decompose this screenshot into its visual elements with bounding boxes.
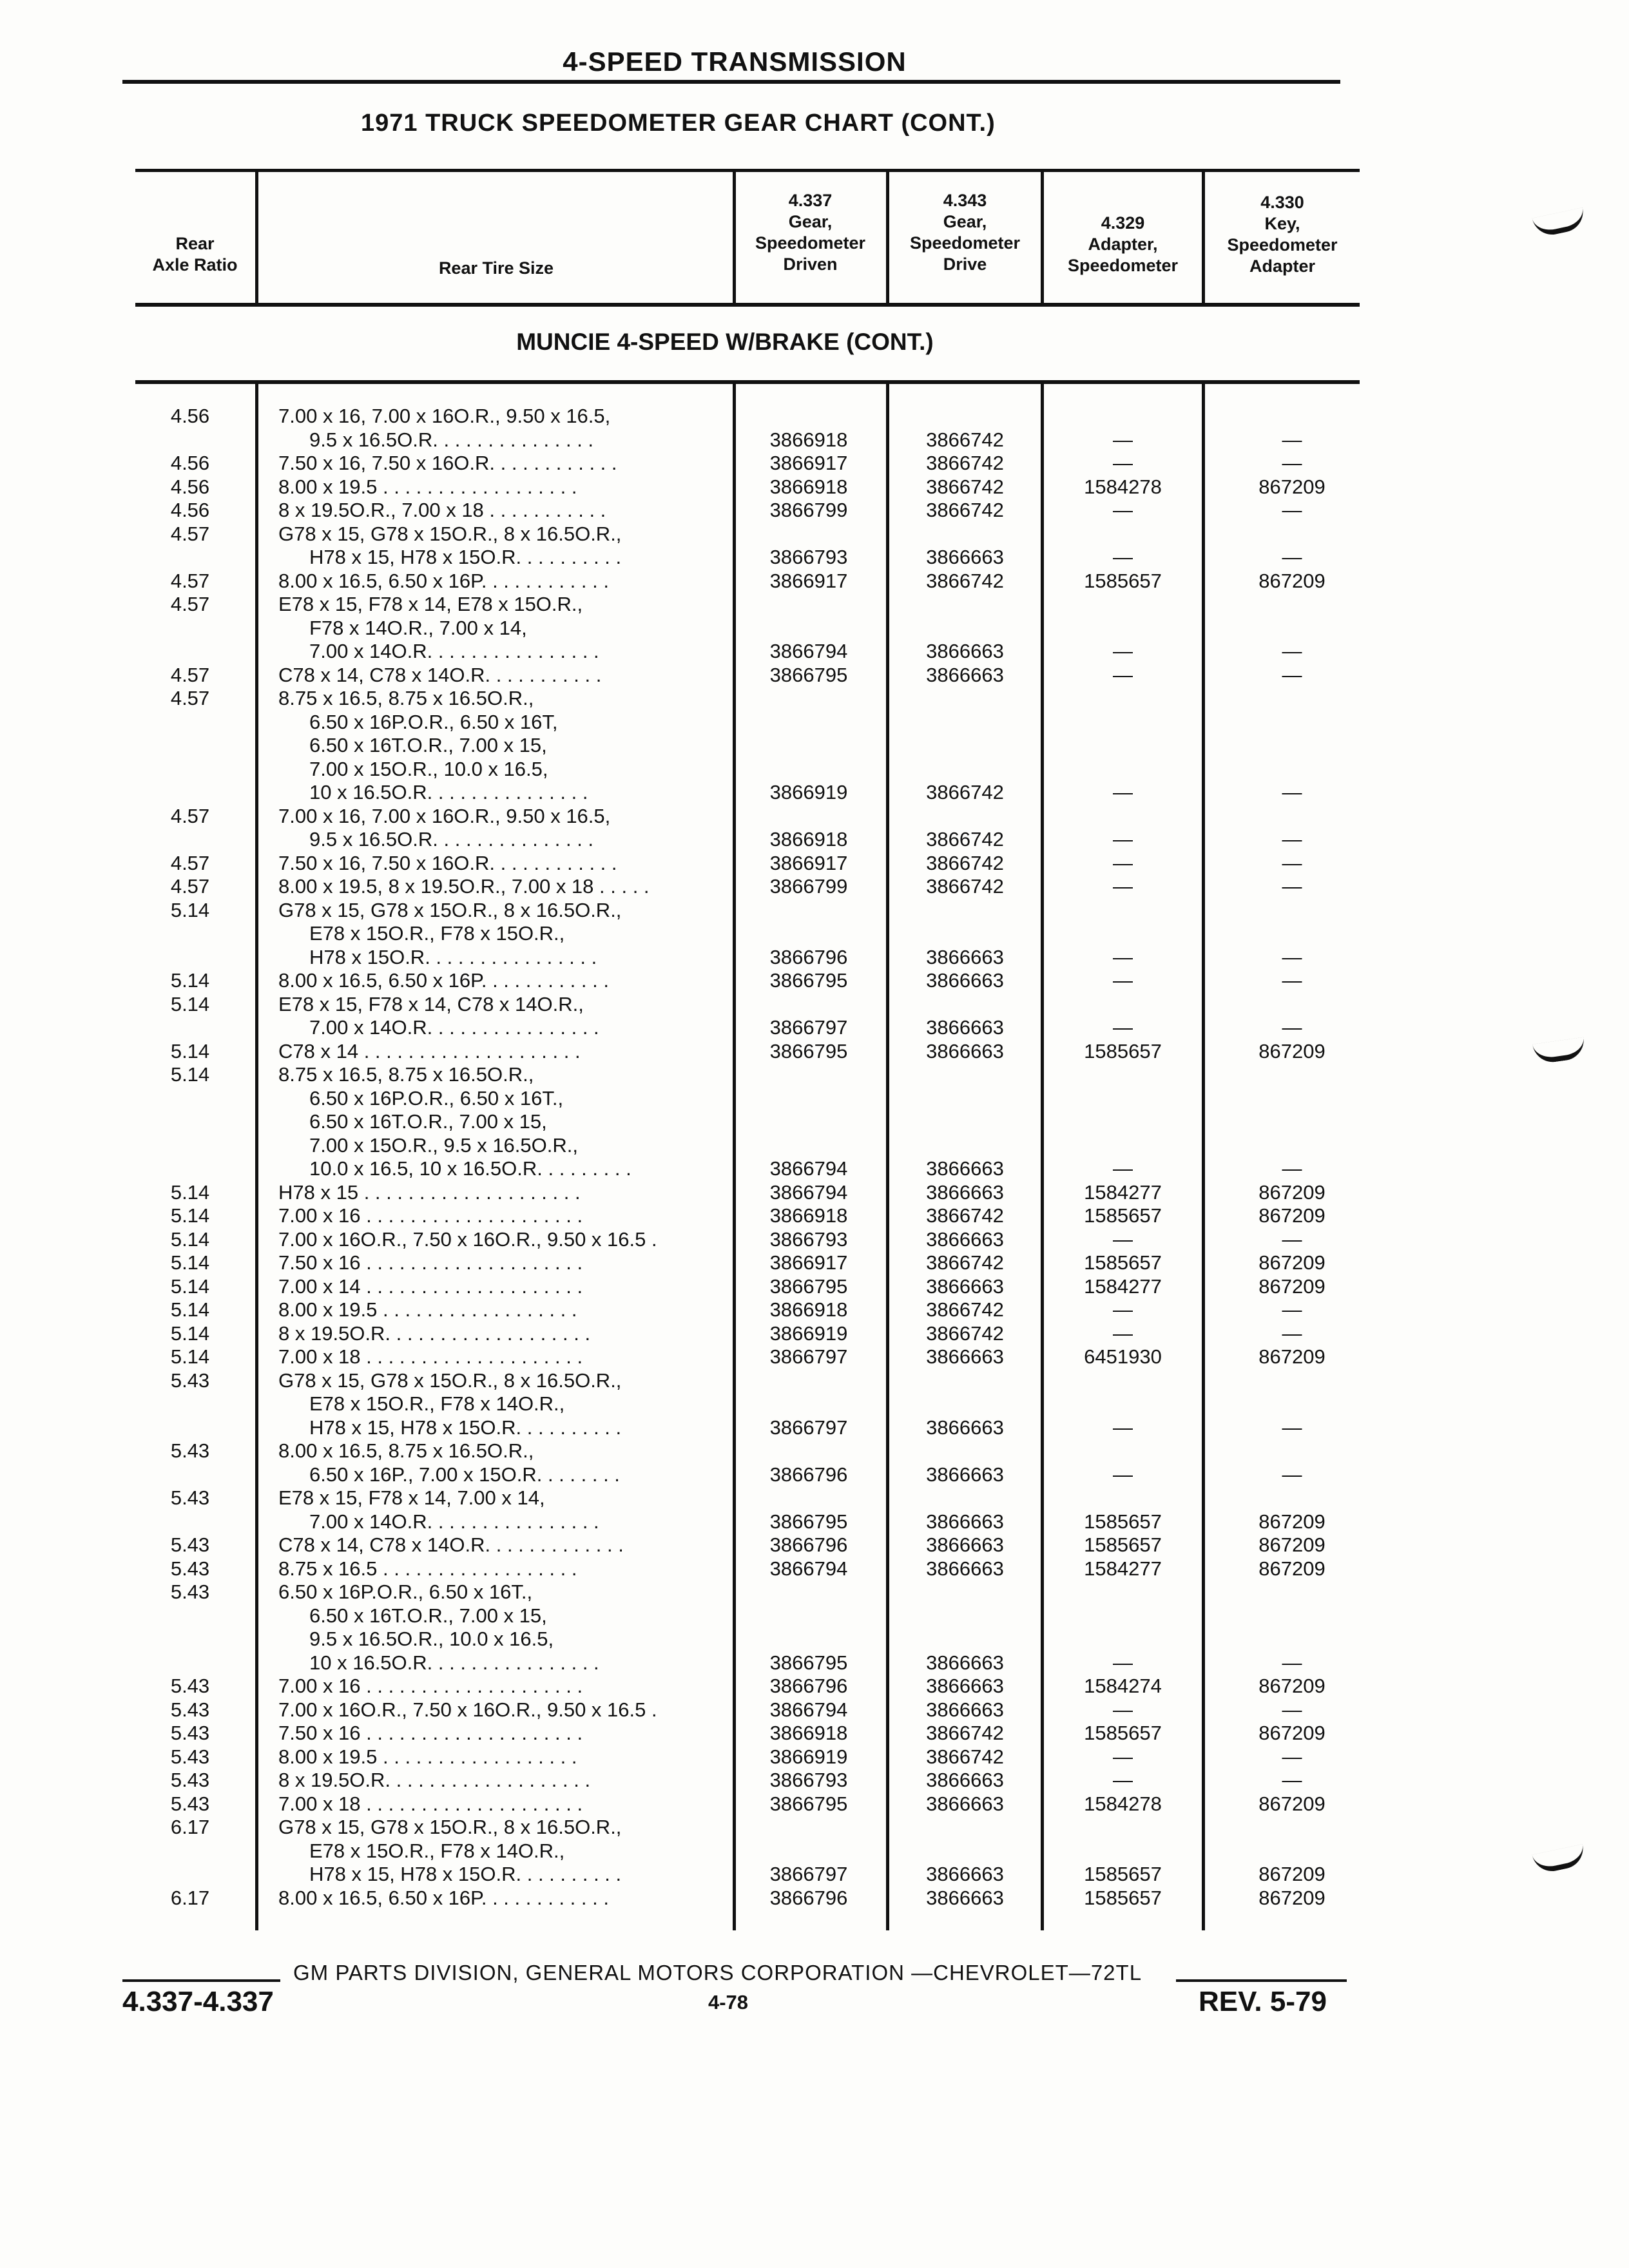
tire-size-line: 10 x 16.5O.R. . . . . . . . . . . . . . . . [309,1651,599,1674]
axle-ratio-cell: 5.14 [170,1321,210,1345]
adapter-cell: — [1113,1416,1133,1439]
tire-size-line: 7.50 x 16 . . . . . . . . . . . . . . . . . . . . [278,1722,583,1744]
tire-size-line: 9.5 x 16.5O.R. . . . . . . . . . . . . . . [309,428,594,451]
drive-gear-cell: 3866742 [926,569,1004,592]
axle-ratio-cell: 5.43 [170,1698,210,1721]
tire-size-line: 8 x 19.5O.R., 7.00 x 18 . . . . . . . . . . . [278,499,606,521]
adapter-cell: — [1113,945,1133,968]
key-adapter-cell: — [1282,1651,1302,1674]
driven-gear-cell: 3866793 [769,1227,848,1251]
tire-size-line: 7.00 x 16O.R., 7.50 x 16O.R., 9.50 x 16.5 . [278,1698,657,1721]
driven-gear-cell: 3866796 [769,945,848,968]
tire-size-line: 8.00 x 16.5, 8.75 x 16.5O.R., [278,1439,534,1462]
driven-gear-cell: 3866918 [769,475,848,498]
axle-ratio-cell: 5.43 [170,1581,210,1603]
tire-size-line: 8.75 x 16.5 . . . . . . . . . . . . . . . . . . [278,1557,577,1580]
key-adapter-cell: — [1282,1321,1302,1345]
adapter-cell: 1584278 [1084,1792,1162,1815]
tire-size-line: H78 x 15 . . . . . . . . . . . . . . . . . . . . [278,1180,581,1204]
tire-size-line: 7.00 x 16 . . . . . . . . . . . . . . . . . . . . [278,1675,583,1697]
tire-size-line: G78 x 15, G78 x 15O.R., 8 x 16.5O.R., [278,522,622,545]
axle-ratio-cell: 4.56 [170,405,210,427]
tire-size-line: 6.50 x 16P.O.R., 6.50 x 16T, [309,710,558,733]
header-gear-drive: 4.343 Gear, Speedometer Drive [909,191,1021,274]
driven-gear-cell: 3866919 [769,1745,848,1768]
key-adapter-cell: 867209 [1258,1180,1325,1204]
driven-gear-cell: 3866793 [769,546,848,568]
key-adapter-cell: — [1282,1016,1302,1039]
axle-ratio-cell: 4.57 [170,851,210,874]
driven-gear-cell: 3866795 [769,1651,848,1674]
tire-size-line: C78 x 14, C78 x 14O.R. . . . . . . . . . . . . [278,1533,624,1556]
key-adapter-cell: — [1282,851,1302,874]
adapter-cell: — [1113,428,1133,451]
adapter-cell: — [1113,499,1133,521]
driven-gear-cell: 3866797 [769,1345,848,1368]
driven-gear-cell: 3866795 [769,1510,848,1533]
axle-ratio-cell: 4.56 [170,475,210,498]
driven-gear-cell: 3866795 [769,663,848,686]
tire-size-line: 7.00 x 14O.R. . . . . . . . . . . . . . . . [309,1510,599,1533]
axle-ratio-cell: 5.14 [170,1039,210,1062]
tire-size-line: 7.50 x 16, 7.50 x 16O.R. . . . . . . . . . . . [278,851,617,874]
drive-gear-cell: 3866663 [926,1016,1004,1039]
header-divider [733,169,736,305]
driven-gear-cell: 3866917 [769,569,848,592]
driven-gear-cell: 3866919 [769,781,848,803]
driven-gear-cell: 3866794 [769,1557,848,1580]
drive-gear-cell: 3866663 [926,546,1004,568]
axle-ratio-cell: 4.57 [170,663,210,686]
adapter-cell: — [1113,1769,1133,1791]
key-adapter-cell: — [1282,1698,1302,1721]
tire-size-line: 7.50 x 16 . . . . . . . . . . . . . . . . . . . . [278,1251,583,1274]
axle-ratio-cell: 5.14 [170,1227,210,1251]
key-adapter-cell: 867209 [1258,1251,1325,1274]
adapter-cell: — [1113,1157,1133,1180]
tire-size-line: 7.00 x 14O.R. . . . . . . . . . . . . . . . [309,1016,599,1039]
drive-gear-cell: 3866663 [926,1157,1004,1180]
tire-size-line: 6.50 x 16T.O.R., 7.00 x 15, [309,1604,547,1627]
driven-gear-cell: 3866918 [769,828,848,850]
tire-size-line: 8 x 19.5O.R. . . . . . . . . . . . . . . . . . . [278,1321,591,1345]
drive-gear-cell: 3866742 [926,475,1004,498]
drive-gear-cell: 3866663 [926,663,1004,686]
driven-gear-cell: 3866796 [769,1675,848,1697]
adapter-cell: 1585657 [1084,1533,1162,1556]
drive-gear-cell: 3866663 [926,1792,1004,1815]
key-adapter-cell: — [1282,1416,1302,1439]
driven-gear-cell: 3866794 [769,640,848,662]
tire-size-line: E78 x 15O.R., F78 x 15O.R., [309,922,565,945]
axle-ratio-cell: 4.56 [170,452,210,474]
section-title: MUNCIE 4-SPEED W/BRAKE (CONT.) [516,329,934,355]
adapter-cell: — [1113,1651,1133,1674]
drive-gear-cell: 3866742 [926,875,1004,898]
drive-gear-cell: 3866742 [926,1204,1004,1227]
tire-size-line: C78 x 14 . . . . . . . . . . . . . . . . . . . . [278,1039,581,1062]
tire-size-line: E78 x 15, F78 x 14, E78 x 15O.R., [278,593,583,615]
header-axle-ratio: Rear Axle Ratio [152,234,238,274]
drive-gear-cell: 3866663 [926,1345,1004,1368]
key-adapter-cell: — [1282,1298,1302,1321]
adapter-cell: 1584278 [1084,475,1162,498]
adapter-cell: — [1113,452,1133,474]
adapter-cell: 1585657 [1084,1204,1162,1227]
tire-size-line: 7.00 x 16O.R., 7.50 x 16O.R., 9.50 x 16.5 . [278,1227,657,1251]
tire-size-line: 7.00 x 16 . . . . . . . . . . . . . . . . . . . . [278,1204,583,1227]
driven-gear-cell: 3866917 [769,452,848,474]
drive-gear-cell: 3866663 [926,1463,1004,1486]
key-adapter-cell: — [1282,875,1302,898]
drive-gear-cell: 3866742 [926,1251,1004,1274]
tire-size-line: 8.00 x 16.5, 6.50 x 16P. . . . . . . . . . . . [278,569,609,592]
key-adapter-cell: 867209 [1258,1863,1325,1885]
adapter-cell: — [1113,640,1133,662]
tire-size-line: 6.50 x 16P.O.R., 6.50 x 16T., [278,1581,533,1603]
drive-gear-cell: 3866663 [926,1227,1004,1251]
axle-ratio-cell: 5.43 [170,1675,210,1697]
axle-ratio-cell: 4.57 [170,522,210,545]
axle-ratio-cell: 4.57 [170,687,210,709]
drive-gear-cell: 3866742 [926,1722,1004,1744]
header-key-adapter: 4.330 Key, Speedometer Adapter [1227,193,1338,276]
driven-gear-cell: 3866918 [769,1204,848,1227]
header-divider [1202,169,1205,305]
key-adapter-cell: — [1282,663,1302,686]
tire-size-line: 7.00 x 14 . . . . . . . . . . . . . . . . . . . . [278,1274,583,1298]
page-title: 4-SPEED TRANSMISSION [563,46,907,77]
adapter-cell: — [1113,851,1133,874]
axle-ratio-cell: 4.57 [170,875,210,898]
tire-size-line: E78 x 15, F78 x 14, 7.00 x 14, [278,1486,545,1509]
key-adapter-cell: — [1282,828,1302,850]
binder-mark [1532,1844,1587,1875]
key-adapter-cell: — [1282,452,1302,474]
driven-gear-cell: 3866918 [769,428,848,451]
body-divider [1041,384,1044,1930]
tire-size-line: G78 x 15, G78 x 15O.R., 8 x 16.5O.R., [278,1369,622,1392]
adapter-cell: 1584277 [1084,1557,1162,1580]
adapter-cell: — [1113,1227,1133,1251]
drive-gear-cell: 3866663 [926,1863,1004,1885]
chart-title: 1971 TRUCK SPEEDOMETER GEAR CHART (CONT.) [361,110,996,137]
axle-ratio-cell: 5.43 [170,1369,210,1392]
driven-gear-cell: 3866796 [769,1463,848,1486]
tire-size-line: E78 x 15, F78 x 14, C78 x 14O.R., [278,992,584,1015]
drive-gear-cell: 3866663 [926,1510,1004,1533]
key-adapter-cell: 867209 [1258,1345,1325,1368]
key-adapter-cell: 867209 [1258,1533,1325,1556]
tire-size-line: 7.00 x 14O.R. . . . . . . . . . . . . . . . [309,640,599,662]
axle-ratio-cell: 4.57 [170,804,210,827]
axle-ratio-cell: 6.17 [170,1886,210,1909]
tire-size-line: C78 x 14, C78 x 14O.R. . . . . . . . . . . [278,663,602,686]
header-top-rule [135,169,1360,172]
adapter-cell: — [1113,1298,1133,1321]
axle-ratio-cell: 4.57 [170,593,210,615]
key-adapter-cell: 867209 [1258,1204,1325,1227]
tire-size-line: 7.00 x 18 . . . . . . . . . . . . . . . . . . . . [278,1792,583,1815]
adapter-cell: — [1113,828,1133,850]
body-divider [886,384,889,1930]
title-rule [122,80,1340,84]
driven-gear-cell: 3866794 [769,1180,848,1204]
footer-part-range: 4.337-4.337 [122,1986,274,2017]
adapter-cell: 1585657 [1084,1039,1162,1062]
drive-gear-cell: 3866742 [926,499,1004,521]
driven-gear-cell: 3866794 [769,1157,848,1180]
drive-gear-cell: 3866663 [926,1886,1004,1909]
axle-ratio-cell: 5.14 [170,1063,210,1086]
driven-gear-cell: 3866799 [769,499,848,521]
axle-ratio-cell: 5.43 [170,1439,210,1462]
adapter-cell: — [1113,1463,1133,1486]
adapter-cell: 1585657 [1084,569,1162,592]
key-adapter-cell: — [1282,969,1302,992]
tire-size-line: 8 x 19.5O.R. . . . . . . . . . . . . . . . . . . [278,1769,591,1791]
axle-ratio-cell: 5.14 [170,1345,210,1368]
header-gear-driven: 4.337 Gear, Speedometer Driven [755,191,866,274]
tire-size-line: 10 x 16.5O.R. . . . . . . . . . . . . . . [309,781,588,803]
axle-ratio-cell: 5.14 [170,1204,210,1227]
tire-size-line: 8.00 x 19.5 . . . . . . . . . . . . . . . . . . [278,1298,577,1321]
tire-size-line: E78 x 15O.R., F78 x 14O.R., [309,1392,565,1415]
axle-ratio-cell: 5.14 [170,1298,210,1321]
footer-page-number: 4-78 [708,1991,749,2013]
footer-publisher: GM PARTS DIVISION, GENERAL MOTORS CORPORATION —CHEVROLET—72TL [293,1961,1142,1984]
adapter-cell: — [1113,969,1133,992]
key-adapter-cell: 867209 [1258,1510,1325,1533]
driven-gear-cell: 3866795 [769,1792,848,1815]
header-adapter: 4.329 Adapter, Speedometer [1067,213,1179,275]
driven-gear-cell: 3866799 [769,875,848,898]
key-adapter-cell: 867209 [1258,1886,1325,1909]
key-adapter-cell: 867209 [1258,1675,1325,1697]
adapter-cell: 1585657 [1084,1510,1162,1533]
footer-revision: REV. 5-79 [1199,1986,1327,2017]
key-adapter-cell: 867209 [1258,1039,1325,1062]
adapter-cell: — [1113,1745,1133,1768]
tire-size-line: 7.00 x 15O.R., 10.0 x 16.5, [309,757,548,780]
drive-gear-cell: 3866663 [926,1416,1004,1439]
key-adapter-cell: 867209 [1258,1722,1325,1744]
axle-ratio-cell: 5.14 [170,992,210,1015]
tire-size-line: G78 x 15, G78 x 15O.R., 8 x 16.5O.R., [278,1816,622,1838]
driven-gear-cell: 3866795 [769,1039,848,1062]
adapter-cell: — [1113,875,1133,898]
tire-size-line: 8.00 x 19.5 . . . . . . . . . . . . . . . . . . [278,1745,577,1768]
tire-size-line: H78 x 15, H78 x 15O.R. . . . . . . . . . [309,1863,622,1885]
adapter-cell: 6451930 [1084,1345,1162,1368]
binder-mark [1532,207,1587,238]
drive-gear-cell: 3866663 [926,1769,1004,1791]
tire-size-line: H78 x 15, H78 x 15O.R. . . . . . . . . . [309,546,622,568]
header-divider [886,169,889,305]
tire-size-line: 8.00 x 19.5 . . . . . . . . . . . . . . . . . . [278,475,577,498]
drive-gear-cell: 3866742 [926,428,1004,451]
key-adapter-cell: 867209 [1258,1557,1325,1580]
axle-ratio-cell: 5.43 [170,1745,210,1768]
driven-gear-cell: 3866918 [769,1298,848,1321]
drive-gear-cell: 3866742 [926,452,1004,474]
drive-gear-cell: 3866663 [926,945,1004,968]
driven-gear-cell: 3866794 [769,1698,848,1721]
driven-gear-cell: 3866797 [769,1416,848,1439]
key-adapter-cell: 867209 [1258,1274,1325,1298]
driven-gear-cell: 3866917 [769,851,848,874]
key-adapter-cell: 867209 [1258,475,1325,498]
key-adapter-cell: — [1282,781,1302,803]
tire-size-line: 7.00 x 15O.R., 9.5 x 16.5O.R., [309,1133,578,1157]
axle-ratio-cell: 5.43 [170,1722,210,1744]
driven-gear-cell: 3866919 [769,1321,848,1345]
adapter-cell: — [1113,781,1133,803]
key-adapter-cell: — [1282,1157,1302,1180]
tire-size-line: 9.5 x 16.5O.R., 10.0 x 16.5, [309,1628,554,1650]
drive-gear-cell: 3866742 [926,828,1004,850]
header-bottom-rule [135,303,1360,307]
header-tire-size: Rear Tire Size [438,258,554,278]
adapter-cell: — [1113,663,1133,686]
adapter-cell: 1584277 [1084,1180,1162,1204]
body-divider [255,384,258,1930]
tire-size-line: 10.0 x 16.5, 10 x 16.5O.R. . . . . . . . . [309,1157,631,1180]
key-adapter-cell: — [1282,1227,1302,1251]
adapter-cell: 1585657 [1084,1722,1162,1744]
adapter-cell: — [1113,1698,1133,1721]
tire-size-line: 7.00 x 16, 7.00 x 16O.R., 9.50 x 16.5, [278,405,611,427]
driven-gear-cell: 3866793 [769,1769,848,1791]
axle-ratio-cell: 5.14 [170,1180,210,1204]
driven-gear-cell: 3866797 [769,1863,848,1885]
key-adapter-cell: — [1282,1745,1302,1768]
drive-gear-cell: 3866663 [926,1274,1004,1298]
tire-size-line: 6.50 x 16P.O.R., 6.50 x 16T., [309,1086,564,1110]
axle-ratio-cell: 6.17 [170,1816,210,1838]
tire-size-line: 8.00 x 19.5, 8 x 19.5O.R., 7.00 x 18 . . . . . [278,875,650,898]
axle-ratio-cell: 5.14 [170,898,210,921]
axle-ratio-cell: 5.43 [170,1557,210,1580]
axle-ratio-cell: 5.14 [170,969,210,992]
drive-gear-cell: 3866742 [926,1745,1004,1768]
adapter-cell: 1585657 [1084,1886,1162,1909]
key-adapter-cell: — [1282,1463,1302,1486]
driven-gear-cell: 3866797 [769,1016,848,1039]
drive-gear-cell: 3866742 [926,1321,1004,1345]
key-adapter-cell: 867209 [1258,1792,1325,1815]
driven-gear-cell: 3866918 [769,1722,848,1744]
drive-gear-cell: 3866663 [926,969,1004,992]
header-divider [1041,169,1044,305]
adapter-cell: — [1113,1321,1133,1345]
tire-size-line: 6.50 x 16T.O.R., 7.00 x 15, [309,734,547,756]
adapter-cell: — [1113,1016,1133,1039]
drive-gear-cell: 3866663 [926,1651,1004,1674]
tire-size-line: 7.00 x 16, 7.00 x 16O.R., 9.50 x 16.5, [278,804,611,827]
tire-size-line: H78 x 15O.R. . . . . . . . . . . . . . . . [309,945,597,968]
binder-mark [1532,1037,1586,1065]
drive-gear-cell: 3866742 [926,1298,1004,1321]
drive-gear-cell: 3866663 [926,1675,1004,1697]
axle-ratio-cell: 5.14 [170,1274,210,1298]
axle-ratio-cell: 5.43 [170,1486,210,1509]
axle-ratio-cell: 4.56 [170,499,210,521]
drive-gear-cell: 3866663 [926,1533,1004,1556]
tire-size-line: 9.5 x 16.5O.R. . . . . . . . . . . . . . . [309,828,594,850]
key-adapter-cell: — [1282,640,1302,662]
key-adapter-cell: — [1282,1769,1302,1791]
footer-rule-right [1176,1979,1347,1982]
adapter-cell: 1585657 [1084,1251,1162,1274]
tire-size-line: 7.50 x 16, 7.50 x 16O.R. . . . . . . . . . . . [278,452,617,474]
tire-size-line: 6.50 x 16T.O.R., 7.00 x 15, [309,1110,547,1133]
driven-gear-cell: 3866917 [769,1251,848,1274]
tire-size-line: 7.00 x 18 . . . . . . . . . . . . . . . . . . . . [278,1345,583,1368]
adapter-cell: 1584277 [1084,1274,1162,1298]
adapter-cell: 1585657 [1084,1863,1162,1885]
section-rule [135,380,1360,384]
key-adapter-cell: — [1282,546,1302,568]
tire-size-line: H78 x 15, H78 x 15O.R. . . . . . . . . . [309,1416,622,1439]
axle-ratio-cell: 5.43 [170,1792,210,1815]
tire-size-line: 8.00 x 16.5, 6.50 x 16P. . . . . . . . . . . . [278,1886,609,1909]
drive-gear-cell: 3866742 [926,781,1004,803]
driven-gear-cell: 3866796 [769,1533,848,1556]
footer-rule-left [122,1979,280,1982]
adapter-cell: 1584274 [1084,1675,1162,1697]
drive-gear-cell: 3866663 [926,1557,1004,1580]
key-adapter-cell: — [1282,499,1302,521]
driven-gear-cell: 3866795 [769,969,848,992]
key-adapter-cell: 867209 [1258,569,1325,592]
driven-gear-cell: 3866796 [769,1886,848,1909]
tire-size-line: 6.50 x 16P., 7.00 x 15O.R. . . . . . . . [309,1463,620,1486]
drive-gear-cell: 3866742 [926,851,1004,874]
tire-size-line: G78 x 15, G78 x 15O.R., 8 x 16.5O.R., [278,898,622,921]
drive-gear-cell: 3866663 [926,640,1004,662]
axle-ratio-cell: 5.43 [170,1533,210,1556]
drive-gear-cell: 3866663 [926,1180,1004,1204]
axle-ratio-cell: 5.43 [170,1769,210,1791]
tire-size-line: 8.75 x 16.5, 8.75 x 16.5O.R., [278,687,534,709]
drive-gear-cell: 3866663 [926,1039,1004,1062]
key-adapter-cell: — [1282,428,1302,451]
body-divider [1202,384,1205,1930]
key-adapter-cell: — [1282,945,1302,968]
tire-size-line: 8.00 x 16.5, 6.50 x 16P. . . . . . . . . . . . [278,969,609,992]
tire-size-line: E78 x 15O.R., F78 x 14O.R., [309,1839,565,1862]
driven-gear-cell: 3866795 [769,1274,848,1298]
axle-ratio-cell: 5.14 [170,1251,210,1274]
header-divider [255,169,258,305]
axle-ratio-cell: 4.57 [170,569,210,592]
tire-size-line: 8.75 x 16.5, 8.75 x 16.5O.R., [278,1063,534,1086]
tire-size-line: F78 x 14O.R., 7.00 x 14, [309,616,527,639]
adapter-cell: — [1113,546,1133,568]
drive-gear-cell: 3866663 [926,1698,1004,1721]
